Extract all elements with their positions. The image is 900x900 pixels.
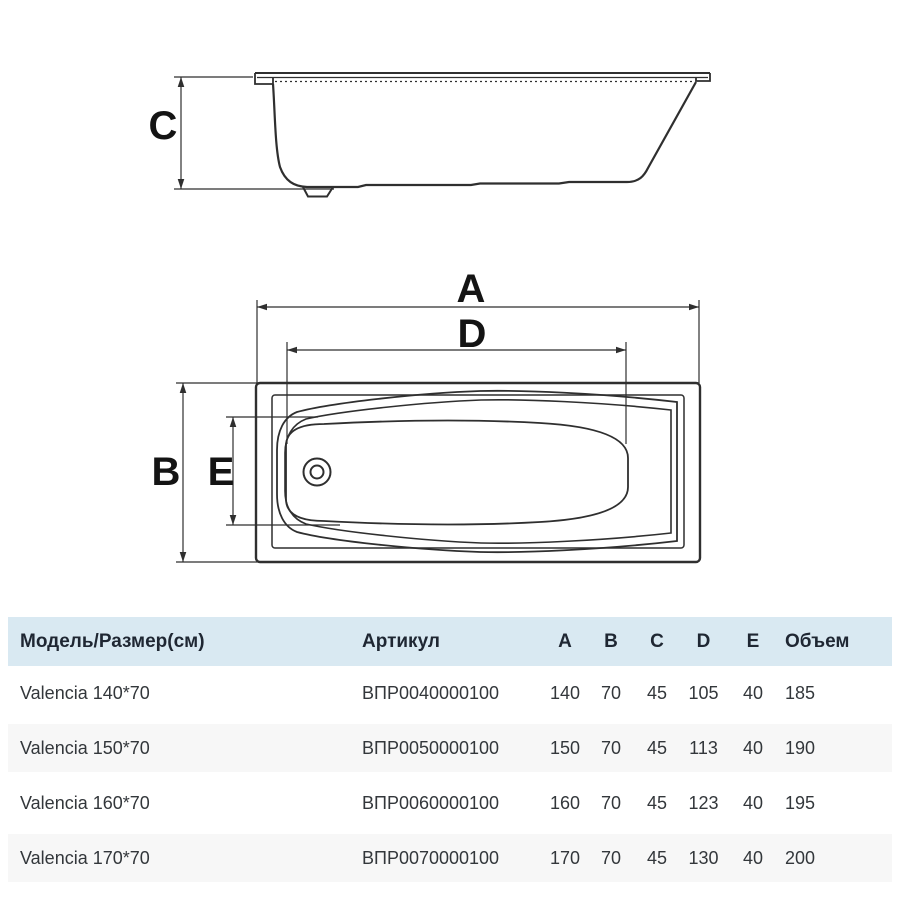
b-cell: 70 [600, 793, 622, 813]
dimension-label-d: D [457, 312, 487, 356]
dimension-label-a: A [456, 267, 486, 311]
a-cell: 160 [549, 793, 581, 813]
top-view-diagram [152, 267, 700, 562]
d-arrow-right [616, 347, 626, 354]
e-cell: 40 [742, 847, 764, 868]
table-row [8, 776, 892, 831]
e-cell: 40 [742, 683, 764, 703]
c-cell: 45 [646, 737, 668, 758]
a-cell: 170 [549, 847, 581, 868]
header-c: C [650, 630, 664, 652]
d-cell: 113 [689, 737, 718, 758]
dimension-c [174, 77, 334, 189]
spec-table [8, 617, 892, 886]
bowl-floor-contour [286, 420, 628, 524]
artikul-cell: ВПР0040000100 [362, 683, 500, 703]
c-cell: 45 [646, 793, 668, 813]
drain-outer-circle [304, 459, 331, 486]
table-row [8, 831, 892, 886]
a-arrow-left [257, 304, 267, 311]
volume-cell: 200 [785, 847, 816, 868]
b-cell: 70 [600, 737, 622, 758]
tub-left-tab [255, 73, 273, 84]
c-arrow-down [178, 179, 185, 189]
table-row [8, 666, 892, 721]
c-cell: 45 [646, 683, 668, 703]
bowl-outer-contour [277, 391, 677, 552]
d-arrow-left [287, 347, 297, 354]
b-arrow-up [180, 383, 187, 393]
drain-inner-circle [311, 466, 324, 479]
artikul-cell: ВПР0070000100 [362, 847, 500, 868]
d-cell: 123 [688, 793, 719, 813]
volume-cell: 185 [785, 683, 816, 703]
e-cell: 40 [742, 737, 764, 758]
c-cell: 45 [646, 847, 668, 868]
d-cell: 130 [688, 847, 719, 868]
model-cell: Valencia 150*70 [20, 737, 150, 758]
header-volume: Объем [785, 630, 850, 652]
dimension-label-c: C [148, 104, 178, 148]
e-arrow-down [230, 515, 237, 525]
header-a: A [558, 630, 572, 652]
e-arrow-up [230, 417, 237, 427]
dimension-label-b: B [151, 450, 181, 494]
model-cell: Valencia 170*70 [20, 847, 150, 868]
model-cell: Valencia 140*70 [20, 683, 150, 703]
e-cell: 40 [742, 793, 764, 813]
volume-cell: 190 [785, 737, 816, 758]
header-e: E [746, 630, 760, 652]
a-arrow-right [689, 304, 699, 311]
volume-cell: 195 [785, 793, 816, 813]
dimension-label-e: E [207, 450, 235, 494]
c-arrow-up [178, 77, 185, 87]
artikul-cell: ВПР0050000100 [362, 737, 500, 758]
b-cell: 70 [600, 683, 622, 703]
d-cell: 105 [688, 683, 719, 703]
header-model: Модель/Размер(см) [20, 630, 205, 652]
header-artikul: Артикул [362, 630, 440, 652]
b-arrow-down [180, 552, 187, 562]
side-view-diagram [149, 73, 710, 197]
header-d: D [696, 630, 711, 652]
a-cell: 140 [549, 683, 581, 703]
table-row [8, 721, 892, 776]
artikul-cell: ВПР0060000100 [362, 793, 500, 813]
tub-body-outline [273, 82, 696, 187]
table-header-row [8, 617, 892, 666]
model-cell: Valencia 160*70 [20, 793, 150, 813]
b-cell: 70 [600, 847, 622, 868]
a-cell: 150 [549, 737, 581, 758]
header-b: B [604, 630, 618, 652]
